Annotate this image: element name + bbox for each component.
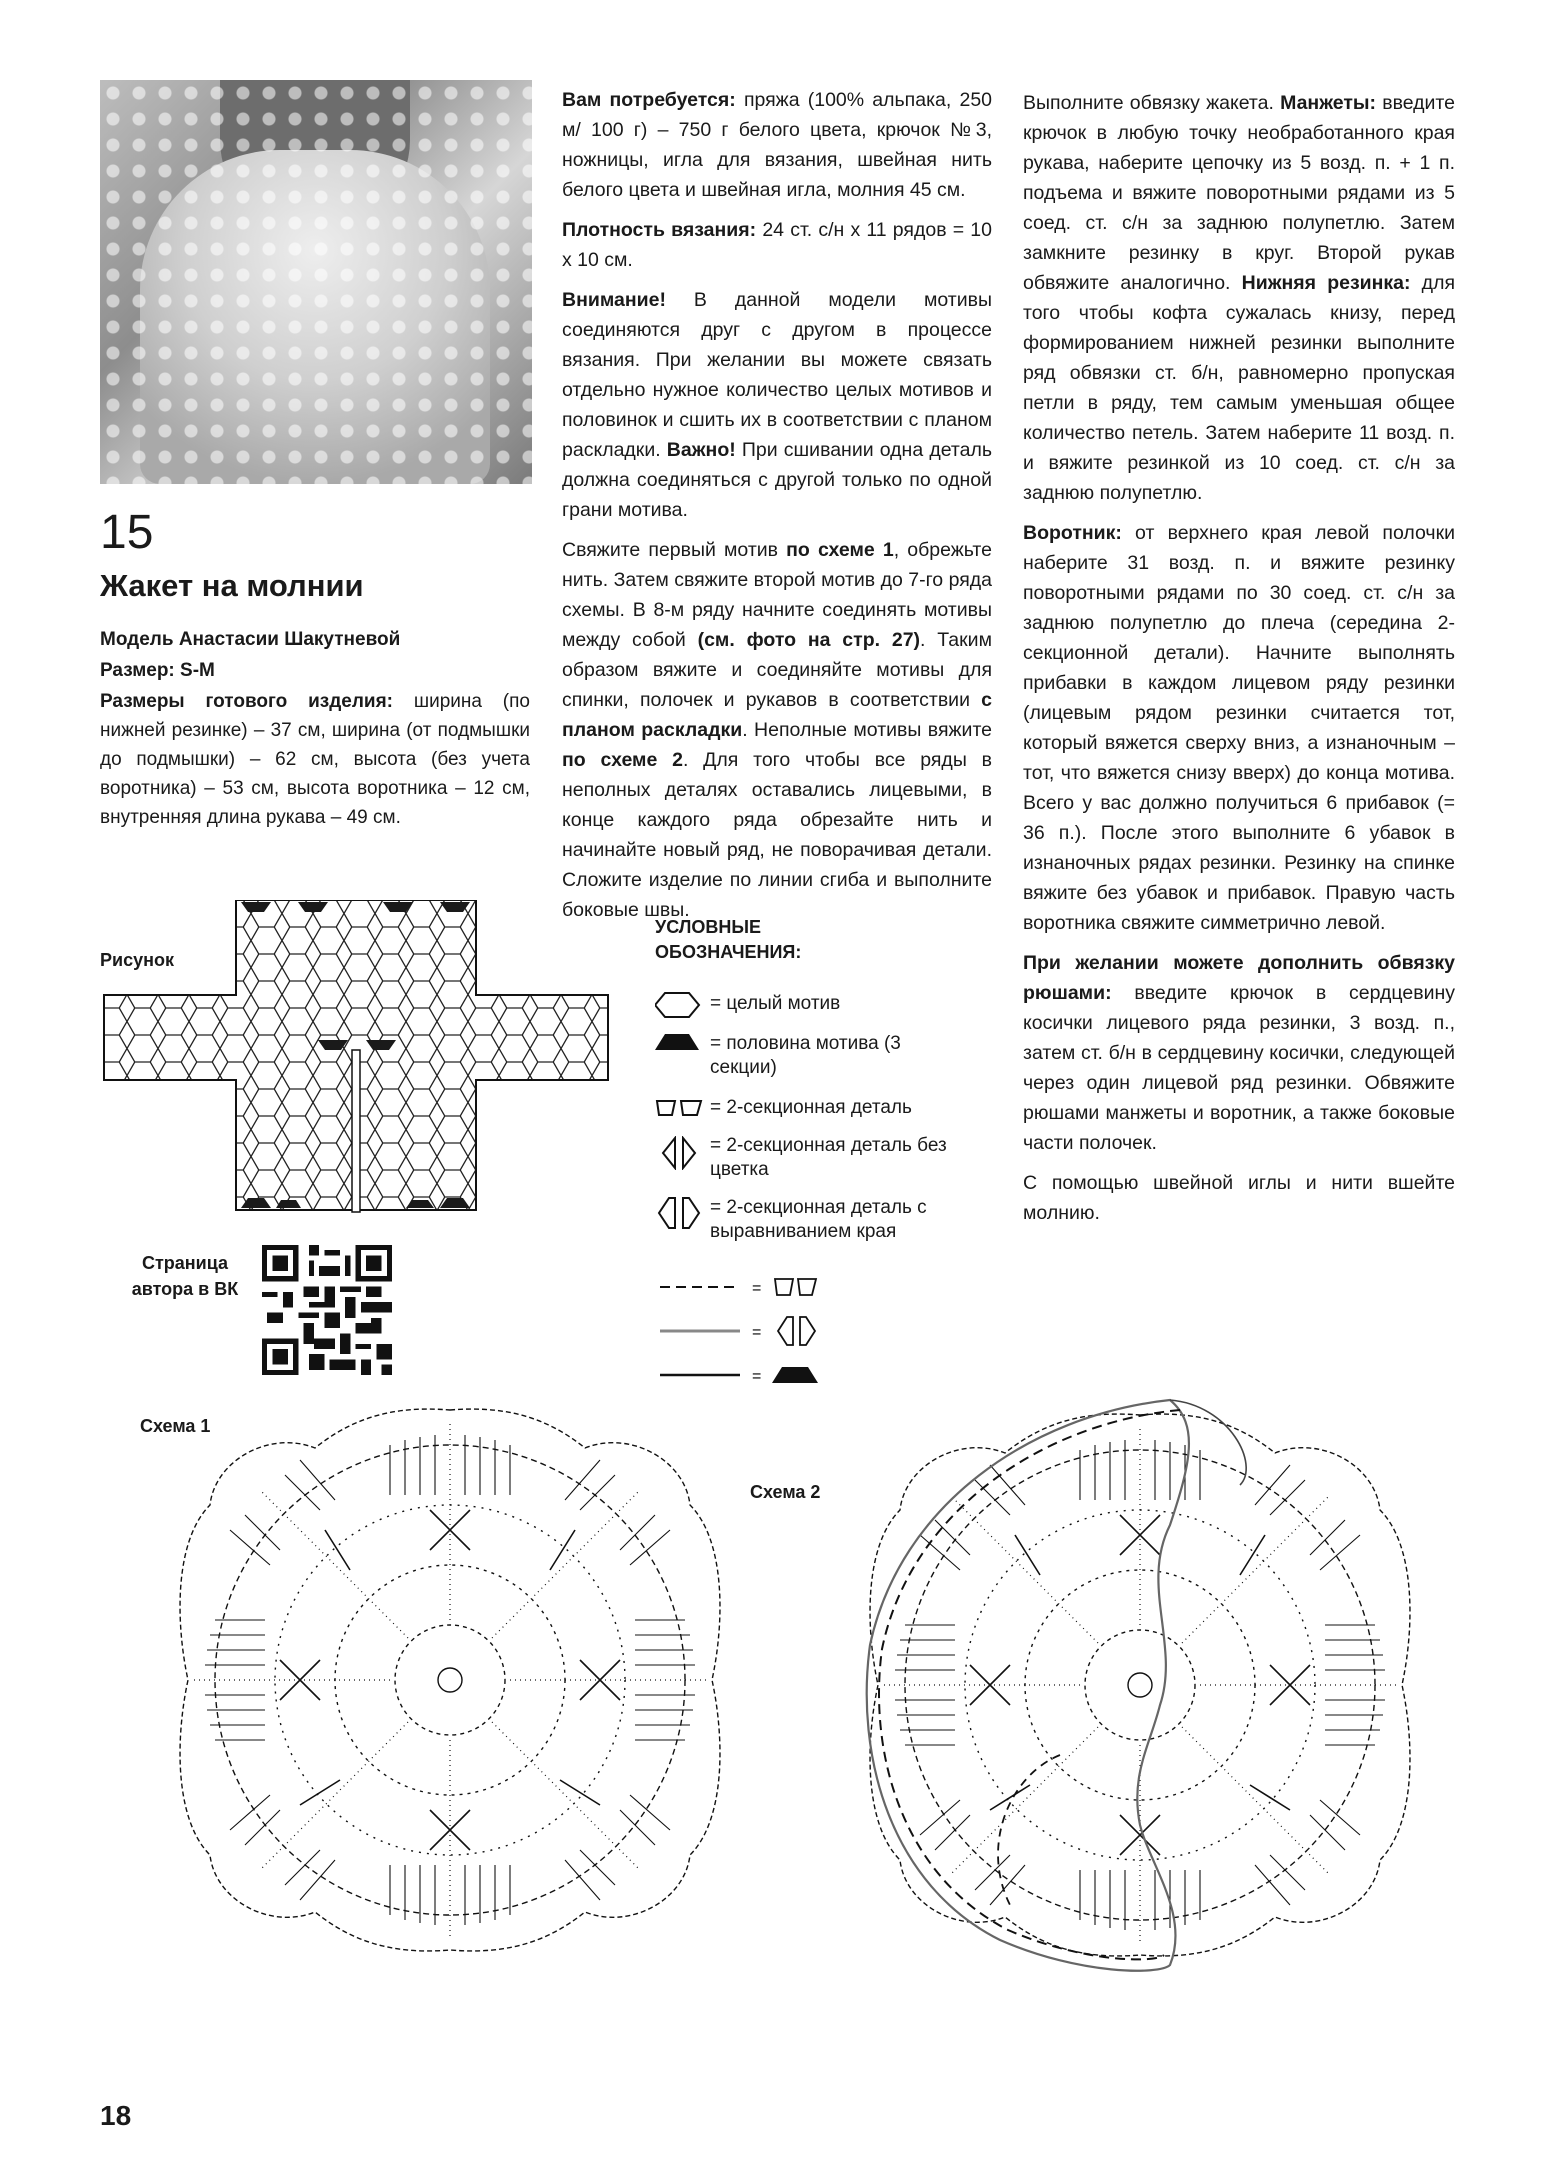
figure-label: Рисунок — [100, 950, 174, 970]
line-eq-1: = — [752, 1280, 762, 1297]
size-line: Размер: S-M — [100, 660, 215, 681]
photo-lace-texture — [100, 80, 532, 484]
dimensions-paragraph — [100, 687, 530, 832]
cuffs-paragraph — [1023, 88, 1455, 508]
two-section-no-flower-icon — [655, 1136, 705, 1170]
instr-scheme2-ref: по схеме 2 — [562, 749, 683, 771]
materials-text: пряжа (100% альпака, 250 м/ 100 г) – 750 г белого цвета, крючок №3, ножницы, игла для вязания, швейная нить белого цвета и швейная игла, молния 45 см. — [562, 89, 993, 201]
materials-label: Вам потребуется: — [562, 89, 736, 111]
attention-label: Внимание! — [562, 289, 666, 311]
attention-paragraph — [562, 285, 992, 525]
model-photo — [100, 80, 532, 484]
legend-title: УСЛОВНЫЕ ОБОЗНАЧЕНИЯ: — [655, 917, 802, 962]
page-number: 18 — [100, 2100, 132, 2131]
legend-half-motif: = половина мотива (3 секции) — [710, 1033, 901, 1078]
density-label: Плотность вязания: — [562, 219, 757, 241]
author-vk-label: Страница автора в ВК — [131, 1253, 239, 1299]
instr-text-5: . Для того чтобы все ряды в неполных деталях оставались лицевыми, в конце каждого ряда обрезайте нить и начинайте новый ряд, не поворачивая детали. Сложите изделие по линии сгиба и выполните боковые швы. — [562, 749, 992, 921]
two-section-icon — [655, 1098, 705, 1118]
important-text: При сшивании одна деталь должна соединяться с другой только по одной грани мотива. — [562, 439, 992, 521]
qr-code[interactable] — [262, 1245, 392, 1375]
collar-label: Воротник: — [1023, 522, 1122, 544]
materials-paragraph — [562, 85, 992, 205]
legend-two-section: = 2-секционная деталь — [710, 1097, 912, 1118]
instructions-paragraph — [562, 535, 992, 925]
scheme1-label: Схема 1 — [140, 1416, 211, 1436]
line-eq-2: = — [752, 1324, 762, 1341]
article-number: 15 — [100, 506, 154, 559]
collar-paragraph — [1023, 518, 1455, 938]
instr-plan-ref: с планом раскладки — [562, 689, 992, 741]
model-credit: Модель Анастасии Шакутневой — [100, 629, 401, 650]
ruffles-label: При желании можете дополнить обвязку рюшами: — [1023, 952, 1455, 1004]
scheme2-diagram — [840, 1390, 1440, 1980]
legend-two-section-no-flower: = 2-секционная деталь без цветка — [710, 1135, 947, 1180]
scheme2-label: Схема 2 — [750, 1482, 821, 1502]
trim-intro: Выполните обвязку жакета. — [1023, 92, 1281, 114]
two-section-aligned-icon — [655, 1196, 705, 1230]
instr-text-3: . Таким образом вяжите и соединяйте мотивы для спинки, полочек и рукавов в соответствии — [562, 629, 992, 711]
full-motif-icon — [655, 990, 705, 1020]
column-middle — [562, 85, 992, 935]
hem-text: для того чтобы кофта сужалась книзу, перед формированием нижней резинки выполните ряд обвязки ст. б/н, равномерно пропуская петли в ряду, тем самым уменьшая общее количество петель. Затем наберите 11 возд. п. и вяжите резинкой из 10 соед. ст. с/н за заднюю полупетлю. — [1023, 272, 1456, 504]
half-motif-icon — [655, 1032, 705, 1052]
layout-plan-diagram — [96, 900, 616, 1220]
density-text: 24 ст. с/н х 11 рядов = 10 х 10 см. — [562, 219, 992, 271]
instr-photo-ref: (см. фото на стр. 27) — [697, 629, 921, 651]
dimensions-label: Размеры готового изделия: — [100, 691, 394, 712]
attention-text: В данной модели мотивы соединяются друг с другом в процессе вязания. При желании вы можете связать отдельно нужное количество целых мотивов и половинок и сшить их в соответствии с планом раскладки. — [562, 289, 992, 461]
cuffs-text: введите крючок в любую точку необработанного края рукава, наберите цепочку из 5 возд. п. + 1 п. подъема и вяжите поворотными рядами из 5 соед. ст. с/н за заднюю полупетлю. Затем замкните резинку в круг. Второй рукав обвяжите аналогично. — [1023, 92, 1455, 294]
dimensions-text: ширина (по нижней резинке) – 37 см, ширина (от подмышки до подмышки) – 62 см, высота (без учета воротника) – 53 см, высота воротника – 12 см, внутренняя длина рукава – 49 см. — [100, 691, 530, 828]
cuffs-label: Манжеты: — [1280, 92, 1377, 114]
important-label: Важно! — [666, 439, 736, 461]
ruffles-paragraph — [1023, 948, 1455, 1158]
zipper-paragraph: С помощью швейной иглы и нити вшейте молнию. — [1023, 1172, 1455, 1224]
instr-text-4: . Неполные мотивы вяжите — [742, 719, 992, 741]
article-title: Жакет на молнии — [100, 568, 364, 603]
collar-text: от верхнего края левой полочки наберите 31 возд. п. и вяжите резинку поворотными рядами по 30 соед. ст. с/н за заднюю полупетлю до плеча (середина 2-секционной детали). Начните выполнять прибавки в каждом лицевом ряду резинки (лицевым рядом резинки считается тот, который вяжется сверху вниз, а изнаночным – тот, что вяжется снизу вверх) до конца мотива. Всего у вас должно получиться 6 прибавок (= 36 п.). После этого выполните 6 убавок в изнаночных рядах резинки. Резинку на спинке вяжите без убавок и прибавок. Правую часть воротника свяжите симметрично левой. — [1023, 522, 1455, 934]
hem-label: Нижняя резинка: — [1241, 272, 1411, 294]
density-paragraph — [562, 215, 992, 275]
instr-text-1: Свяжите первый мотив — [562, 539, 787, 561]
legend-two-section-aligned: = 2-секционная деталь с выравниванием края — [710, 1197, 927, 1242]
instr-text-2: , обрежьте нить. Затем свяжите второй мотив до 7-го ряда схемы. В 8-м ряду начните соединять мотивы между собой — [562, 539, 992, 651]
article-meta — [100, 625, 530, 834]
column-right — [1023, 88, 1455, 1238]
ruffles-text: введите крючок в сердцевину косички лицевого ряда резинки, 3 возд. п., затем ст. б/н в сердцевину косички, следующей через один лицевой ряд резинки. Обвяжите рюшами манжеты и воротник, а также боковые части полочек. — [1023, 982, 1455, 1154]
legend-full-motif: = целый мотив — [710, 993, 841, 1014]
line-eq-3: = — [752, 1368, 762, 1385]
line-legend — [660, 1275, 830, 1395]
scheme1-diagram — [160, 1395, 740, 1965]
instr-scheme1-ref: по схеме 1 — [786, 539, 894, 561]
